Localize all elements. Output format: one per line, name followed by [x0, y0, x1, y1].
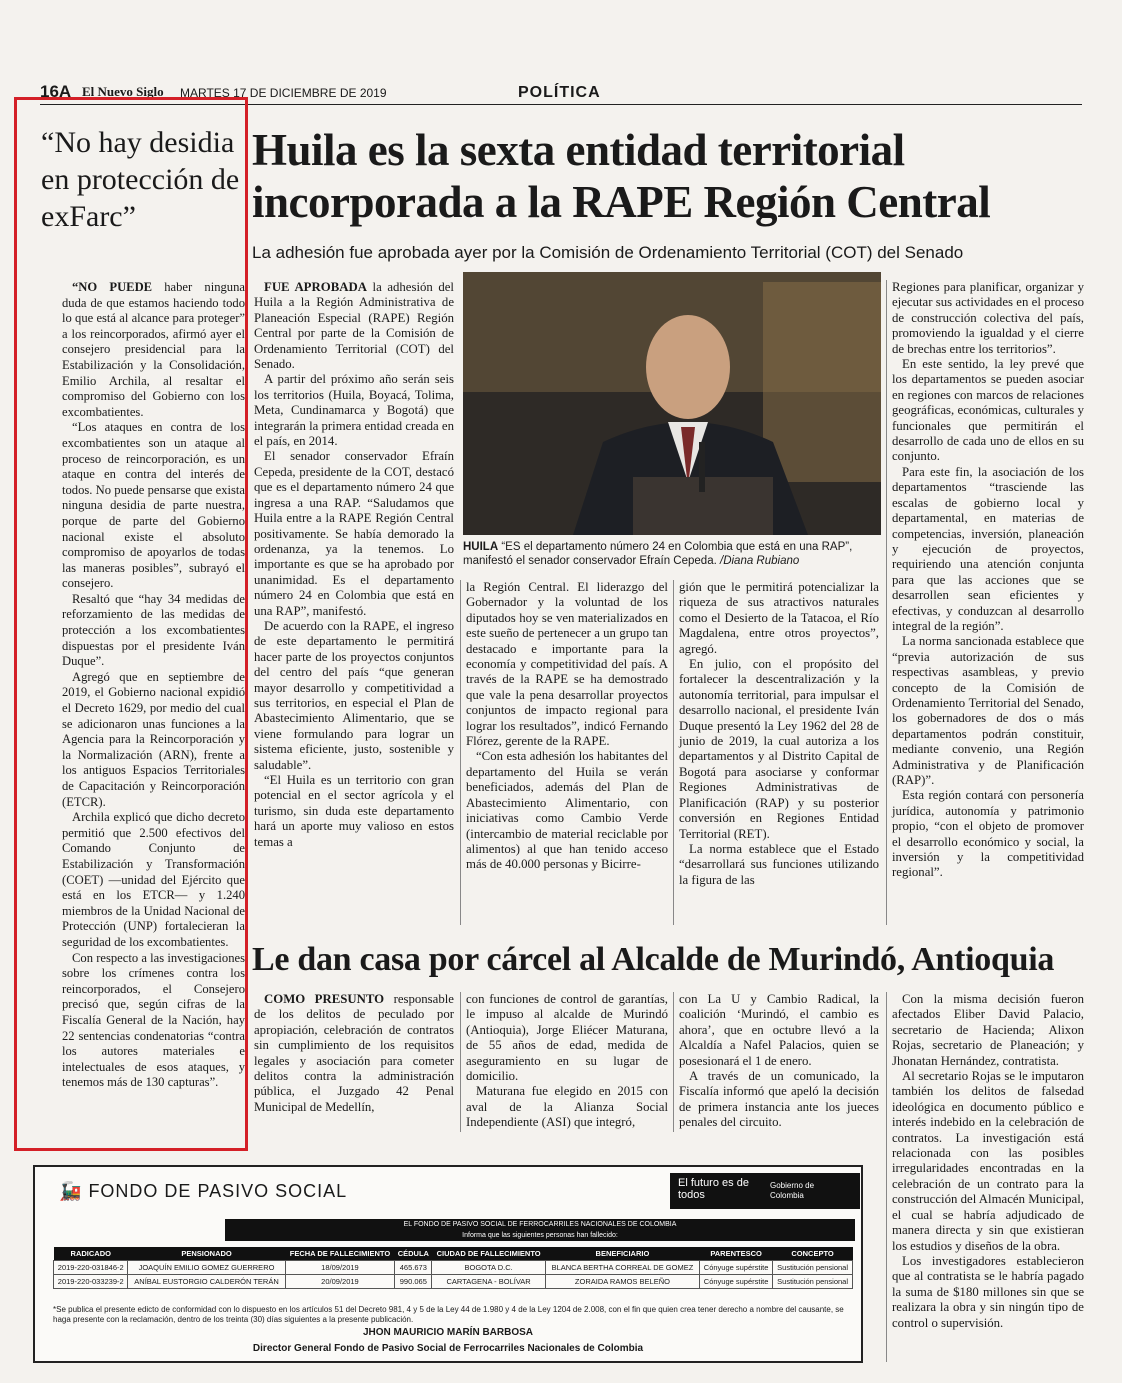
article2-headline: Le dan casa por cárcel al Alcalde de Murindó, Antioquia — [252, 941, 1055, 978]
deceased-table — [53, 1247, 853, 1289]
caption-text: “ES el departamento número 24 en Colombia que está en una RAP”, manifestó el senador conservador Efraín Cepeda. — [463, 541, 853, 567]
article-paragraph: “El Huila es un territorio con gran potencial en el sector agrícola y el turismo, sin duda este departamento hará un aporte muy valioso en estos temas a — [254, 773, 454, 849]
article2-paragraph: Con la misma decisión fueron afectados Eliber David Palacio, secretario de Hacienda; Alixon Rojas, secretario de Planeación; y Jhonatan Hernández, contratista. — [892, 992, 1084, 1068]
sidebar-paragraph: Resaltó que “hay 34 medidas de reforzamiento de las medidas de protección a los excombatientes dispuestas por el presidente Iván Duque”. — [62, 591, 245, 669]
article-paragraph: En julio, con el propósito del fortalecer la descentralización y la autonomía territorial, para impulsar el desarrollo nacional, el presidente Iván Duque presentó la Ley 1962 del 28 de junio de 2019, la cual autoriza a los departamentos y al Distrito Capital de Bogotá para asociarse y conformar Regiones Administrativas de Planificación (RAP) y su posterior conversión en Regiones Entidad Territorial (RET). — [679, 657, 879, 841]
table-cell: 2019-220-031846-2 — [54, 1261, 128, 1275]
article2-column — [254, 992, 454, 1115]
table-header: CIUDAD DE FALLECIMIENTO — [432, 1247, 546, 1261]
caption-lead: HUILA — [463, 541, 499, 553]
table-cell: Sustitución pensional — [773, 1261, 853, 1275]
table-cell: BOGOTA D.C. — [432, 1261, 546, 1275]
article2-paragraph: Los investigadores establecieron que al contratista se le habría pagado la suma de $180 millones sin que se realizara la obra y sin ningún tipo de control o supervisión. — [892, 1253, 1084, 1330]
table-cell: 20/09/2019 — [285, 1275, 395, 1289]
table-cell: JOAQUÍN EMILIO GOMEZ GUERRERO — [128, 1261, 285, 1275]
article2-paragraph: A través de un comunicado, la Fiscalía informó que apeló la decisión de primera instancia ante los jueces penales del circuito. — [679, 1069, 879, 1130]
article2-column — [679, 992, 879, 1131]
newspaper-name: El Nuevo Siglo — [82, 84, 164, 99]
column-rule — [886, 280, 887, 925]
article2-paragraph: con La U y Cambio Radical, la coalición ‘Murindó, el cambio es ahora’, que en octubre llevó a la Alcaldía a Nafel Palacios, quien se posesionará el 1 de enero. — [679, 992, 879, 1068]
table-cell: ZORAIDA RAMOS BELEÑO — [545, 1275, 699, 1289]
article-column — [892, 280, 1084, 881]
article-paragraph: gión que le permitirá potencializar la riqueza de sus atractivos naturales como el Desierto de la Tatacoa, el Río Magdalena, entre otros proyectos”, agregó. — [679, 580, 879, 656]
sidebar-paragraph: Con respecto a las investigaciones sobre los crímenes contra los reincorporados, el Consejero precisó que, según cifras de la Fiscalía General de la Nación, hay 22 sentencias condenatorias “contra los autores materiales e intelectuales de esos ataques, y tenemos más de 130 capturas”. — [62, 950, 245, 1090]
table-header: CÉDULA — [395, 1247, 432, 1261]
article-paragraph: El senador conservador Efraín Cepeda, presidente de la COT, destacó que es el departamento número 24 que ingresa a una RAP. “Saludamos que Huila entre a la RAPE Región Central positivamente. Se había demorado la ordenanza, ya la tenemos. Lo importante es que se ha aprobado por unanimidad. Es el departamento número 24 en Colombia que está en una RAP”, manifestó. — [254, 449, 454, 618]
article-subheadline: La adhesión fue aprobada ayer por la Comisión de Ordenamiento Territorial (COT) del Senado — [252, 243, 964, 262]
article-paragraph: En este sentido, la ley prevé que los departamentos se pueden asociar en regiones con marcos de relaciones geográficas, económicas, culturales y funcionales que permitirán el desarrollo de cada uno de ellos en su conjunto. — [892, 357, 1084, 464]
signatory-name: JHON MAURICIO MARÍN BARBOSA — [363, 1327, 533, 1338]
photo-caption — [463, 540, 883, 568]
article-paragraph: la adhesión del Huila a la Región Administrativa de Planeación Especial (RAPE) Región Central por parte de la Comisión de Ordenamiento Territorial (COT) del Senado. — [254, 280, 454, 372]
column-rule — [673, 580, 674, 925]
table-row — [54, 1275, 853, 1289]
table-row — [54, 1261, 853, 1275]
article-lead: FUE APROBADA — [264, 280, 367, 294]
article-column — [679, 580, 879, 888]
sidebar-title: “No hay desidia en protección de exFarc” — [41, 126, 240, 233]
notice-legal-text: *Se publica el presente edicto de conformidad con lo dispuesto en los artículos 51 del Decreto 981, 4 y 5 de la Ley 44 de 1.980 y 4 de la Ley 1204 de 2.008, con el fin que quien crea tener derecho a nombre del causante, se haga presente con la reclamación, dentro de los treinta (30) días siguientes a la presente publicación. — [53, 1305, 844, 1324]
table-cell: 465.673 — [395, 1261, 432, 1275]
notice-bar-subtitle: Informa que las siguientes personas han fallecido: — [462, 1232, 618, 1239]
article2-paragraph: Al secretario Rojas se le imputaron también los delitos de falsedad ideológica en documento público e interés indebido en la celebración de contratos. La investigación está relacionada con las posibles irregularidades encontradas en la celebración de un contrato para la construcción del Almacén Municipal, el cual se habría adjudicado de manera directa y sin que existieran los estudios y diseños de la obra. — [892, 1069, 1084, 1253]
sidebar-body — [62, 280, 245, 1091]
table-cell: Cónyuge supérstite — [700, 1275, 773, 1289]
article2-paragraph: con funciones de control de garantías, le impuso al alcalde de Murindó (Antioquia), Jorge Eliécer Maturana, de 55 años de edad, medida de aseguramiento en su lugar de domicilio. — [466, 992, 668, 1084]
fund-logo — [59, 1181, 347, 1202]
article-paragraph: Regiones para planificar, organizar y ejecutar sus actividades en el proceso de construcción colectiva del país, promoviendo la igualdad y el cierre de brechas entre los territorios”. — [892, 280, 1084, 356]
article-paragraph: A partir del próximo año serán seis los territorios (Huila, Boyacá, Tolima, Meta, Cundinamarca y Bogotá) que integrarán la primera entidad creada en el país, en 2014. — [254, 372, 455, 449]
publication-date: MARTES 17 DE DICIEMBRE DE 2019 — [180, 86, 387, 100]
senator-photo-illustration — [463, 272, 881, 535]
article2-lead: COMO PRESUNTO — [264, 992, 385, 1006]
table-header: FECHA DE FALLECIMIENTO — [285, 1247, 395, 1261]
table-cell: Sustitución pensional — [773, 1275, 853, 1289]
table-header: PENSIONADO — [128, 1247, 285, 1261]
gov-name: Gobierno de Colombia — [770, 1181, 815, 1200]
sidebar-box — [14, 97, 248, 1151]
article2-paragraph: Maturana fue elegido en 2015 con aval de la Alianza Social Independiente (ASI) que integró, — [466, 1084, 668, 1130]
article-paragraph: la Región Central. El liderazgo del Gobernador y la voluntad de los diputados hoy se ven materializados en este sueño de pertenecer a un grupo tan destacado e importante para la economía y competitividad del país. A través de la RAPE se ha demostrado que vale la pena desarrollar proyectos conjuntos de impacto regional para lograr los resultados”, indicó Fernando Flórez, gerente de la RAPE. — [466, 580, 668, 749]
table-header: PARENTESCO — [700, 1247, 773, 1261]
article-paragraph: Esta región contará con personería jurídica, autonomía y patrimonio propio, “con el objeto de promover el desarrollo económico y social, la inversión y la competitividad regional”. — [892, 788, 1084, 880]
legal-notice-ad — [33, 1165, 863, 1363]
table-cell: 18/09/2019 — [285, 1261, 395, 1275]
photo-credit: /Diana Rubiano — [720, 555, 800, 567]
table-cell: 2019-220-033239-2 — [54, 1275, 128, 1289]
article2-paragraph: responsable de los delitos de peculado por apropiación, celebración de contratos sin cumplimiento de los requisitos legales y asociación para cometer delitos contra la administración pública, el Juzgado 42 Penal Municipal de Medellín, — [254, 992, 454, 1114]
article2-column — [892, 992, 1084, 1331]
sidebar-lead: “NO PUEDE — [72, 280, 153, 294]
article-paragraph: “Con esta adhesión los habitantes del departamento del Huila se verán beneficiados, además del Plan de Abastecimiento Alimentario, con iniciativas como Cambio Verde (intercambio de material reciclable por alimentos) al que han tenido acceso más de 40.000 personas y Bicirre- — [466, 749, 668, 872]
article-column — [466, 580, 668, 873]
article-column — [254, 280, 454, 850]
gov-slogan: El futuro es de todos — [678, 1177, 749, 1201]
sidebar-paragraph: Agregó que en septiembre de 2019, el Gobierno nacional expidió el Decreto 1629, por medio del cual se adicionaron unas funciones a la Agencia para la Reincorporación y la Normalización (ARN), frente a los antiguos Espacios Territoriales de Capacitación y Reincorporación (ETCR). — [62, 669, 245, 809]
article-paragraph: La norma sancionada establece que “previa autorización de sus respectivas asambleas, y previo concepto de la Comisión de Ordenamiento Territorial del Senado, los gobernadores de dos o más departamentos podrán constituir, mediante convenio, una Región Administrativa y de Planificación (RAP)”. — [892, 634, 1084, 787]
article-headline: Huila es la sexta entidad territorial incorporada a la RAPE Región Central — [252, 125, 991, 227]
article-paragraph: La norma establece que el Estado “desarrollará sus funciones utilizando la figura de las — [679, 841, 879, 887]
section-name: POLÍTICA — [518, 84, 601, 101]
table-cell: Cónyuge supérstite — [700, 1261, 773, 1275]
article-paragraph: De acuerdo con la RAPE, el ingreso de este departamento le permitirá hacer parte de los proyectos conjuntos del centro del país “que generan mayor desarrollo y competitividad a sus territorios, en especial el Plan de Abastecimiento Alimentario, que se viene formulando para lograr un sistema eficiente, justo, sostenible y saludable”. — [254, 618, 454, 772]
sidebar-paragraph: haber ninguna duda de que estamos haciendo todo lo que está al alcance para proteger” a los reincorporados, afirmó ayer el consejero presidencial para la Estabilización y la Consolidación, Emilio Archila, al resaltar el compromiso del Gobierno con los excombatientes. — [62, 280, 245, 419]
column-rule — [460, 580, 461, 925]
article2-column — [466, 992, 668, 1131]
column-rule — [673, 992, 674, 1132]
signatory-title: Director General Fondo de Pasivo Social de Ferrocarriles Nacionales de Colombia — [252, 1343, 644, 1354]
table-header: CONCEPTO — [773, 1247, 853, 1261]
article-photo — [463, 272, 881, 535]
column-rule — [460, 992, 461, 1132]
sidebar-paragraph: Archila explicó que dicho decreto permitió que 2.500 efectivos del Comando Conjunto de Estabilización y Transformación (COET) —unidad del Ejército que está en los ETCR— y 1.240 miembros de la Unidad Nacional de Protección (UNP) fortalecieran la seguridad de los excombatientes. — [62, 810, 245, 949]
column-rule — [886, 992, 887, 1362]
sidebar-paragraph: “Los ataques en contra de los excombatientes son un ataque al proceso de reincorporación, es un ataque en contra del interés de todos. No puede pensarse que exista ninguna desidia de parte nuestra, porque de parte del Gobierno nacional existe el absoluto compromiso de apoyarlos de todas las maneras posibles”, subrayó el consejero. — [62, 420, 245, 591]
government-logo — [670, 1173, 860, 1209]
table-header: RADICADO — [54, 1247, 128, 1261]
fund-logo-text: FONDO DE PASIVO SOCIAL — [88, 1181, 348, 1201]
table-cell: BLANCA BERTHA CORREAL DE GOMEZ — [545, 1261, 699, 1275]
notice-bar — [225, 1219, 855, 1241]
page-number: 16A — [40, 82, 72, 101]
table-cell: 990.065 — [395, 1275, 432, 1289]
table-cell: ANÍBAL EUSTORGIO CALDERÓN TERÁN — [128, 1275, 285, 1289]
train-icon: 🚂 — [59, 1181, 83, 1201]
notice-bar-title: EL FONDO DE PASIVO SOCIAL DE FERROCARRILES NACIONALES DE COLOMBIA — [403, 1221, 677, 1228]
table-cell: CARTAGENA - BOLÍVAR — [432, 1275, 546, 1289]
table-header: BENEFICIARIO — [545, 1247, 699, 1261]
article-paragraph: Para este fin, la asociación de los departamentos “trasciende las escalas de gobierno local y departamental, en materias de competencias, inversión, planeación y ejecución de proyectos, requiriendo una atención conjunta para que las acciones que se desarrollen sean eficientes y efectivas, y conduzcan al desarrollo integral de la región”. — [892, 464, 1084, 633]
